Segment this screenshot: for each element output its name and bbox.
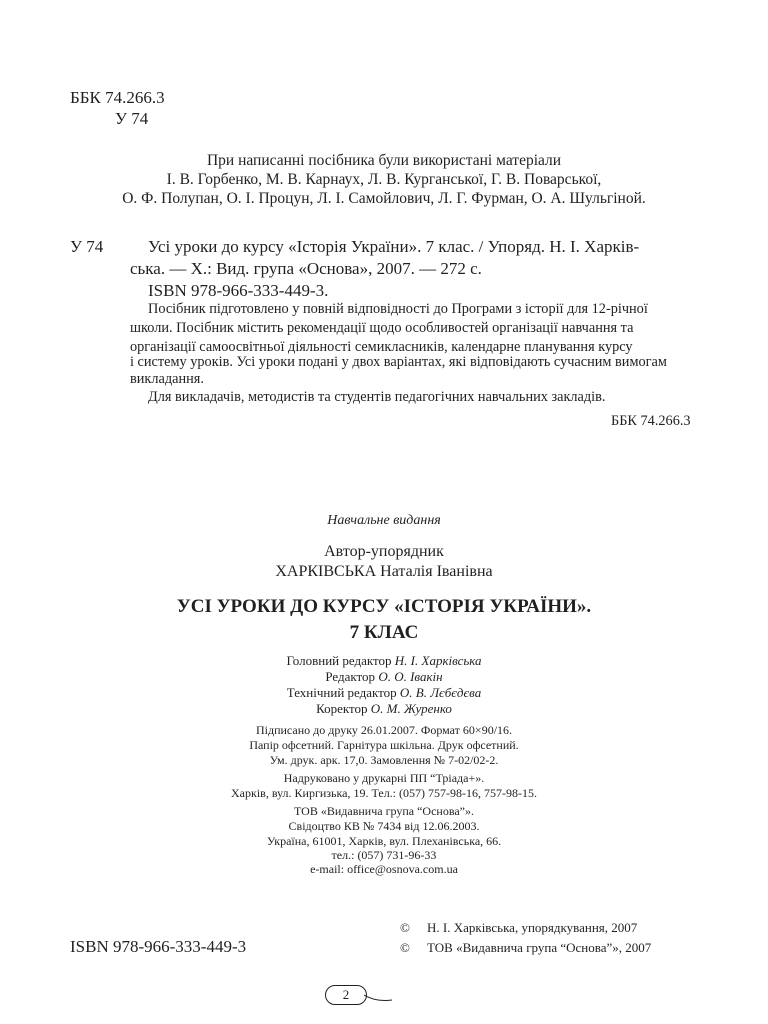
imprint-paper: Папір офсетний. Гарнітура шкільна. Друк офсетний.	[249, 738, 519, 752]
annotation-line: і систему уроків. Усі уроки подані у двох варіантах, які відповідають сучасним вимогам	[130, 354, 667, 370]
bib-isbn: ISBN 978-966-333-449-3.	[148, 281, 329, 300]
author-mark: У 74	[115, 109, 149, 128]
imprint-printed: Надруковано у друкарні ПП “Тріада+».	[283, 771, 485, 785]
imprint-certificate: Свідоцтво КВ № 7434 від 12.06.2003.	[288, 819, 480, 833]
bib-author-mark: У 74	[70, 237, 104, 256]
imprint-publisher-address: Україна, 61001, Харків, вул. Плеханівська, 66.	[266, 834, 502, 848]
imprint-sheets: Ум. друк. арк. 17,0. Замовлення № 7-02/02-2.	[269, 753, 499, 767]
bib-title-line-2: ська. — Х.: Вид. група «Основа», 2007. — 272 с.	[130, 259, 482, 278]
staff-tech-editor: Технічний редактор О. В. Лєбєдєва	[286, 685, 482, 700]
page-number: 2	[325, 985, 367, 1005]
materials-intro: При написанні посібника були використані матеріали	[206, 152, 562, 169]
footer-isbn: ISBN 978-966-333-449-3	[70, 937, 247, 956]
annotation-line: організації самоосвітньої діяльності семикласників, календарне планування курсу	[130, 339, 633, 355]
staff-editor: Редактор О. О. Івакін	[325, 669, 443, 684]
imprint-printer-address: Харків, вул. Киргизька, 19. Тел.: (057) 757-98-16, 757-98-15.	[231, 786, 537, 800]
bib-bbk: ББК 74.266.3	[611, 413, 691, 429]
staff-chief-editor: Головний редактор Н. І. Харківська	[286, 653, 482, 668]
imprint-signed: Підписано до друку 26.01.2007. Формат 60×90/16.	[255, 723, 513, 737]
imprint-email: e-mail: office@osnova.com.ua	[310, 862, 458, 876]
page-number-tail	[364, 993, 394, 1003]
book-subtitle: 7 КЛАС	[349, 622, 419, 643]
materials-authors-1: І. В. Горбенко, М. В. Карнаух, Л. В. Курганської, Г. В. Поварської,	[166, 171, 602, 188]
materials-authors-2: О. Ф. Полупан, О. І. Процун, Л. І. Самойлович, Л. Г. Фурман, О. А. Шульгіной.	[122, 190, 646, 207]
copyright-compiler: Н. І. Харківська, упорядкування, 2007	[427, 920, 638, 935]
edition-type: Навчальне видання	[327, 513, 441, 528]
bbk-code: ББК 74.266.3	[70, 88, 165, 107]
copyright-symbol: ©	[400, 940, 410, 955]
copyright-symbol: ©	[400, 920, 410, 935]
bib-title-line-1: Усі уроки до курсу «Історія України». 7 клас. / Упоряд. Н. І. Харків-	[148, 237, 640, 256]
copyright-publisher: ТОВ «Видавнича група “Основа”», 2007	[427, 940, 652, 955]
imprint-publisher: ТОВ «Видавнича група “Основа”».	[294, 804, 474, 818]
imprint-phone: тел.: (057) 731-96-33	[331, 848, 437, 862]
audience-note: Для викладачів, методистів та студентів педагогічних навчальних закладів.	[148, 389, 606, 405]
annotation-line: викладання.	[130, 371, 204, 387]
author-name: ХАРКІВСЬКА Наталія Іванівна	[275, 563, 493, 580]
annotation-line: школи. Посібник містить рекомендації щодо особливостей організації навчання та	[130, 320, 634, 336]
staff-proofreader: Коректор О. М. Журенко	[316, 701, 452, 716]
annotation-line: Посібник підготовлено у повній відповідності до Програми з історії для 12-річної	[148, 301, 648, 317]
book-title: УСІ УРОКИ ДО КУРСУ «ІСТОРІЯ УКРАЇНИ».	[176, 596, 592, 617]
author-role: Автор-упорядник	[324, 543, 444, 560]
